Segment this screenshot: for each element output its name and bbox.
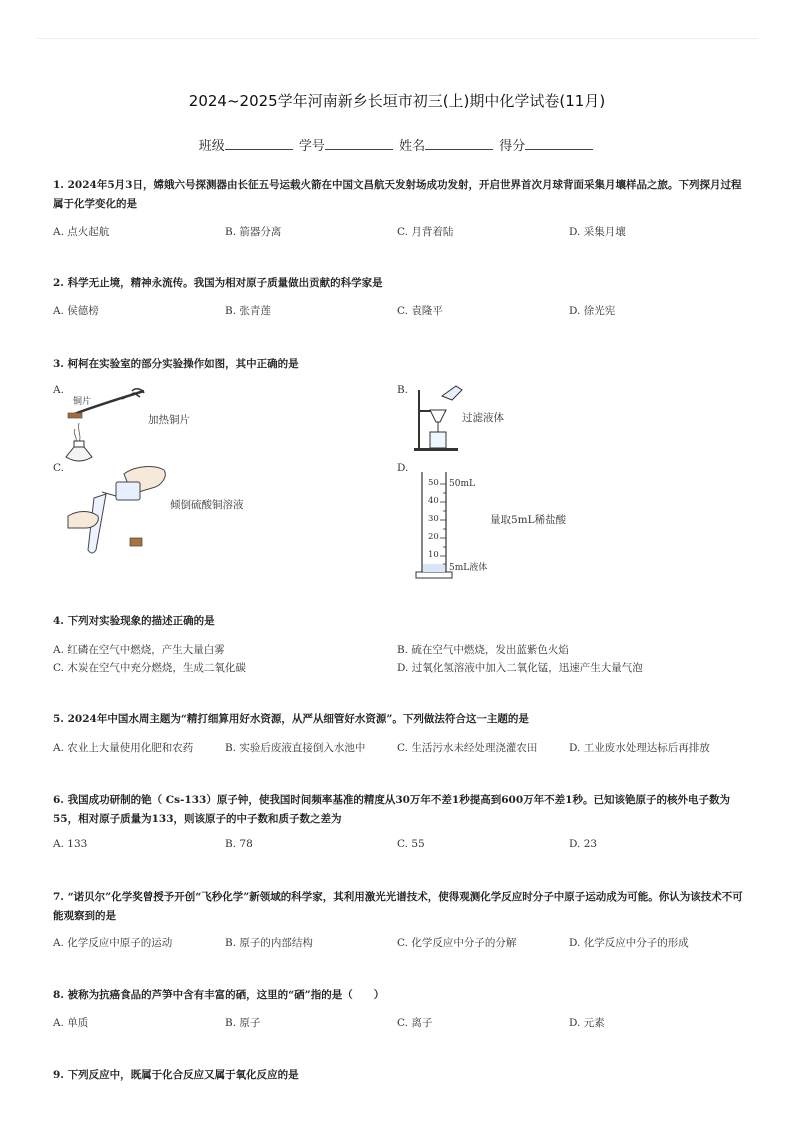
figure-b-label: 过滤液体 (462, 412, 504, 424)
figure-d-letter: D. (397, 462, 409, 474)
question-text: 下列反应中，既属于化合反应又属于氧化反应的是 (67, 1069, 299, 1081)
filtration-figure (410, 380, 470, 452)
question-4: 4. 下列对实验现象的描述正确的是 (53, 615, 215, 627)
figure-c-letter: C. (53, 462, 64, 474)
question-text: 柯柯在实验室的部分实验操作如图，其中正确的是 (67, 358, 299, 370)
question-5: 5. 2024年中国水周主题为“精打细算用好水资源，从严从细管好水资源”。下列做法符合这一主题的是 (53, 713, 529, 725)
figure-a-sublabel: 铜片 (73, 397, 92, 407)
option-d[interactable]: D. 过氧化氢溶液中加入二氧化锰，迅速产生大量气泡 (397, 662, 643, 674)
top-rule (36, 38, 758, 39)
option-d[interactable]: D. 23 (569, 838, 598, 850)
heating-copper-figure (62, 385, 152, 465)
name-blank[interactable] (425, 137, 493, 150)
option-a[interactable]: A. 农业上大量使用化肥和农药 (53, 742, 194, 754)
option-a[interactable]: A. 133 (53, 838, 88, 850)
question-text: 下列对实验现象的描述正确的是 (67, 615, 215, 627)
question-7: 7. “诺贝尔”化学奖曾授予开创“飞秒化学”新领域的科学家，其利用激光光谱技术，使得观测化学反应时分子中原子运动成为可能。你认为该技术不可能观察到的是 (53, 891, 743, 922)
option-b[interactable]: B. 箭器分离 (225, 226, 282, 238)
option-a[interactable]: A. 侯德榜 (53, 305, 99, 317)
field-number: 学号 (298, 139, 325, 154)
score-blank[interactable] (525, 137, 593, 150)
figure-c-label: 倾倒硫酸铜溶液 (170, 499, 244, 511)
question-text: 我国成功研制的铯（ Cs-133）原子钟，使我国时间频率基准的精度从30万年不差1秒提高到600万年不差1秒。已知该铯原子的核外电子数为55，相对原子质量为133，则该原子的中子数和质子数之差为 (53, 794, 730, 825)
cylinder-tick-40: 40 (428, 496, 439, 506)
cylinder-tick-10: 10 (428, 550, 439, 560)
option-b[interactable]: B. 张青莲 (225, 305, 271, 317)
option-a[interactable]: A. 点火起航 (53, 226, 110, 238)
option-c[interactable]: C. 离子 (397, 1017, 433, 1029)
question-9: 9. 下列反应中，既属于化合反应又属于氧化反应的是 (53, 1069, 299, 1081)
figure-a-label: 加热铜片 (148, 414, 190, 426)
cylinder-tick-30: 30 (428, 514, 439, 524)
figure-d-label: 量取5mL稀盐酸 (490, 514, 567, 526)
option-a[interactable]: A. 化学反应中原子的运动 (53, 937, 173, 949)
question-1: 1. 2024年5月3日，嫦娥六号探测器由长征五号运载火箭在中国文昌航天发射场成功发射，开启世界首次月球背面采集月壤样品之旅。下列探月过程属于化学变化的是 (53, 179, 742, 210)
cylinder-bottom-label: 5mL液体 (449, 563, 488, 573)
figure-b-letter: B. (397, 384, 409, 396)
field-name: 姓名 (399, 139, 426, 154)
question-text: 科学无止境，精神永流传。我国为相对原子质量做出贡献的科学家是 (67, 277, 383, 289)
option-d[interactable]: D. 工业废水处理达标后再排放 (569, 742, 710, 754)
question-text: “诺贝尔”化学奖曾授予开创“飞秒化学”新领域的科学家，其利用激光光谱技术，使得观测化学反应时分子中原子运动成为可能。你认为该技术不可能观察到的是 (53, 891, 743, 922)
option-d[interactable]: D. 元素 (569, 1017, 605, 1029)
cylinder-top-label: 50mL (449, 479, 475, 489)
question-3: 3. 柯柯在实验室的部分实验操作如图，其中正确的是 (53, 358, 299, 370)
question-text: 被称为抗癌食品的芦笋中含有丰富的硒，这里的“硒”指的是（ ） (67, 989, 385, 1001)
student-info-line (0, 135, 794, 154)
question-text: 2024年5月3日，嫦娥六号探测器由长征五号运载火箭在中国文昌航天发射场成功发射，开启世界首次月球背面采集月壤样品之旅。下列探月过程属于化学变化的是 (53, 179, 742, 210)
figure-a-letter: A. (53, 384, 64, 396)
cylinder-tick-20: 20 (428, 532, 439, 542)
option-a[interactable]: A. 单质 (53, 1017, 89, 1029)
option-c[interactable]: C. 袁隆平 (397, 305, 443, 317)
pouring-figure (64, 458, 174, 558)
option-b[interactable]: B. 原子的内部结构 (225, 937, 313, 949)
question-6: 6. 我国成功研制的铯（ Cs-133）原子钟，使我国时间频率基准的精度从30万年不差1秒提高到600万年不差1秒。已知该铯原子的核外电子数为55，相对原子质量为133，则该原子的中子数和质子数之差为 (53, 794, 730, 825)
option-c[interactable]: C. 生活污水未经处理浇灌农田 (397, 742, 538, 754)
option-c[interactable]: C. 月背着陆 (397, 226, 454, 238)
page-title: 2024~2025学年河南新乡长垣市初三(上)期中化学试卷(11月) (188, 92, 606, 110)
number-blank[interactable] (325, 137, 393, 150)
question-2: 2. 科学无止境，精神永流传。我国为相对原子质量做出贡献的科学家是 (53, 277, 383, 289)
option-a[interactable]: A. 红磷在空气中燃烧，产生大量白雾 (53, 644, 225, 656)
option-d[interactable]: D. 徐光宪 (569, 305, 616, 317)
field-score: 得分 (499, 139, 526, 154)
question-text: 2024年中国水周主题为“精打细算用好水资源，从严从细管好水资源”。下列做法符合这一主题的是 (67, 713, 529, 725)
field-class: 班级 (198, 139, 225, 154)
class-blank[interactable] (225, 137, 293, 150)
option-b[interactable]: B. 78 (225, 838, 253, 850)
option-b[interactable]: B. 硫在空气中燃烧，发出蓝紫色火焰 (397, 644, 569, 656)
option-d[interactable]: D. 化学反应中分子的形成 (569, 937, 689, 949)
cylinder-tick-50: 50 (428, 478, 439, 488)
option-d[interactable]: D. 采集月壤 (569, 226, 626, 238)
option-c[interactable]: C. 55 (397, 838, 425, 850)
question-8: 8. 被称为抗癌食品的芦笋中含有丰富的硒，这里的“硒”指的是（ ） (53, 989, 385, 1001)
option-b[interactable]: B. 原子 (225, 1017, 261, 1029)
option-c[interactable]: C. 化学反应中分子的分解 (397, 937, 517, 949)
option-b[interactable]: B. 实验后废液直接倒入水池中 (225, 742, 366, 754)
option-c[interactable]: C. 木炭在空气中充分燃烧，生成二氧化碳 (53, 662, 246, 674)
